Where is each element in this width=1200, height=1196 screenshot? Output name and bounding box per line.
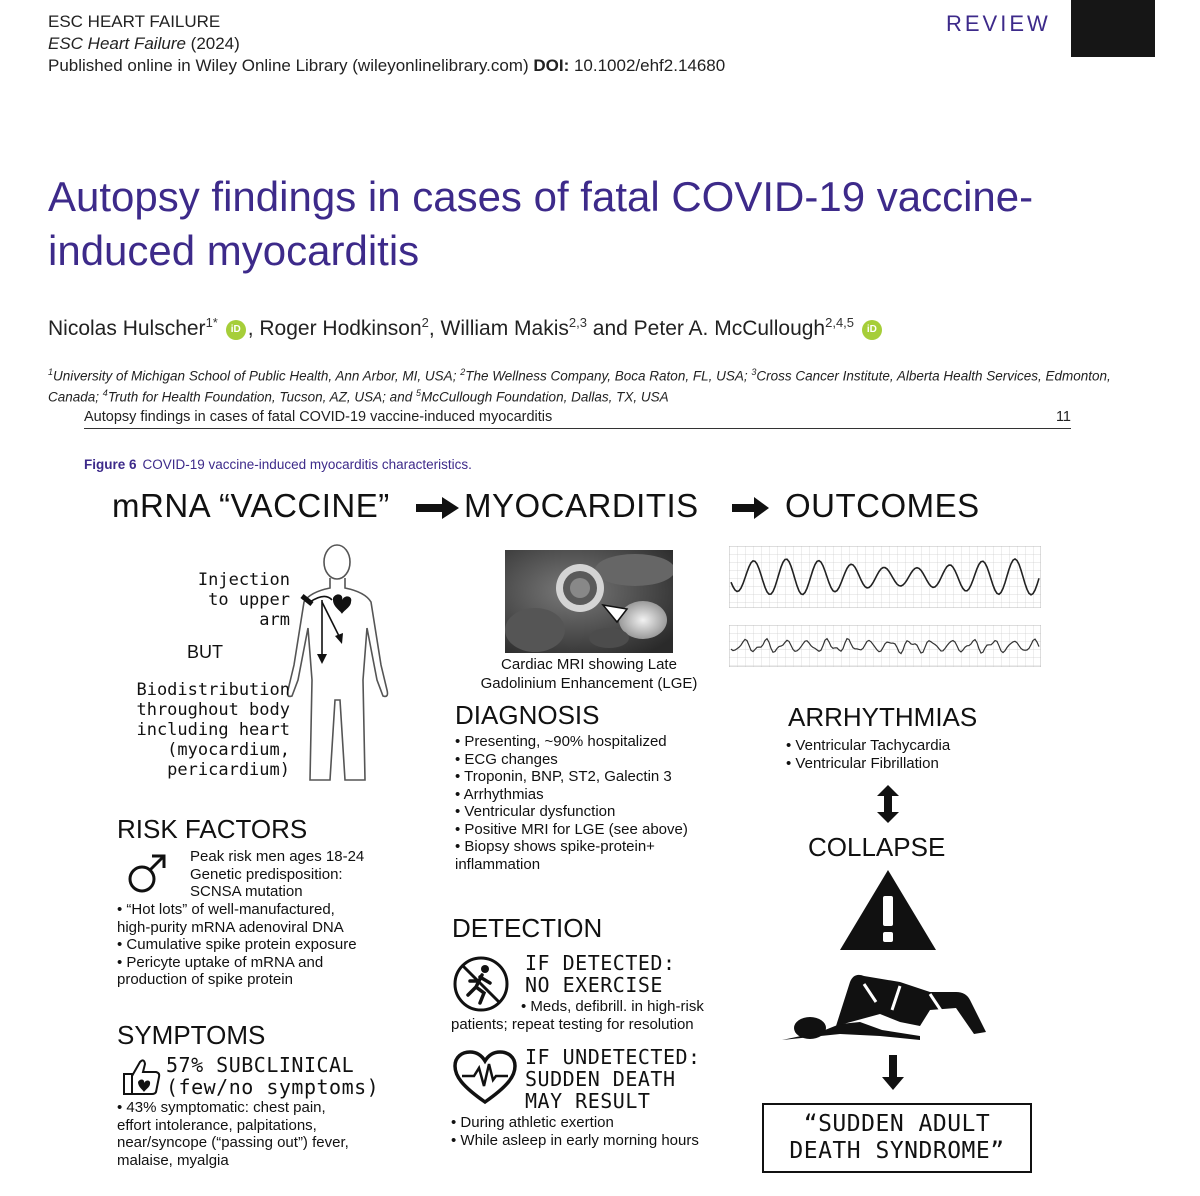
detected-line: IF DETECTED: [525, 951, 676, 975]
arrhythmia-item: • Ventricular Tachycardia [786, 737, 951, 754]
diagnosis-item: • Arrhythmias [455, 785, 544, 803]
sads-line: “SUDDEN ADULT [803, 1111, 991, 1137]
biodistribution-line: (myocardium, [167, 740, 290, 760]
arrow-down-icon [881, 1055, 905, 1091]
detection-title: DETECTION [452, 913, 603, 943]
affiliation-text: Truth for Health Foundation, Tucson, AZ, USA; and [107, 389, 416, 404]
detected-note-line: patients; repeat testing for resolution [451, 1015, 694, 1033]
affiliation-sup: 4 [102, 387, 108, 398]
diagnosis-item: • Presenting, ~90% hospitalized [455, 733, 667, 750]
injection-line: Injection [197, 570, 290, 590]
diagnosis-item: • Biopsy shows spike-protein+ [455, 838, 655, 855]
mri-caption [455, 655, 723, 693]
arrhythmia-list [786, 737, 950, 772]
sads-box [762, 1103, 1032, 1173]
author-name[interactable]: Peter A. McCullough [633, 317, 826, 340]
warning-triangle-icon [838, 868, 938, 952]
figure-label: Figure 6 [84, 457, 137, 472]
subclinical-text [166, 1054, 379, 1098]
affiliation-sup: 5 [415, 387, 421, 398]
symptoms-title: SYMPTOMS [117, 1020, 266, 1050]
undetected-text [525, 1046, 701, 1112]
risk-bullet: • Cumulative spike protein exposure [117, 936, 357, 953]
subclinical-line: (few/no symptoms) [166, 1075, 380, 1099]
affiliation-sup: 1 [48, 367, 54, 377]
heart-pulse-icon [452, 1050, 518, 1106]
biodistribution-line: pericardium) [167, 760, 290, 780]
double-arrow-icon [876, 785, 900, 823]
cardiac-mri-image [505, 550, 673, 653]
affiliation-text: University of Michigan School of Public Health, Ann Arbor, MI, USA; [53, 368, 461, 384]
injection-line: arm [259, 610, 290, 630]
diagnosis-item: • Troponin, BNP, ST2, Galectin 3 [455, 768, 672, 785]
arrhythmias-title: ARRHYTHMIAS [788, 702, 978, 732]
diagnosis-item: • ECG changes [455, 750, 558, 768]
detected-note-line: • Meds, defibrill. in high-risk [521, 998, 704, 1015]
risk-bullet: • “Hot lots” of well-manufactured, [117, 901, 335, 918]
mri-caption-line: Cardiac MRI showing Late [501, 656, 677, 673]
affiliations [48, 364, 1148, 405]
affiliation-text: Cross Cancer Institute, Alberta Health Services, Edmonton, Canada; [48, 368, 1111, 404]
orcid-icon[interactable]: iD [226, 320, 246, 340]
detected-note [451, 998, 704, 1033]
collapsed-person-icon [780, 962, 996, 1042]
symptom-bullet: • 43% symptomatic: chest pain, [117, 1099, 326, 1116]
figure-caption-text: COVID-19 vaccine-induced myocarditis characteristics. [142, 457, 472, 472]
diagnosis-list [455, 733, 688, 873]
author-affiliation-sup: 2,4,5 [825, 315, 855, 330]
author-affiliation-sup: 1* [205, 315, 218, 330]
symptom-bullet: malaise, myalgia [117, 1151, 229, 1169]
biodistribution-line: Biodistribution [136, 680, 290, 700]
author-list [48, 315, 884, 341]
undetected-note [451, 1114, 699, 1149]
arrhythmia-item: • Ventricular Fibrillation [786, 754, 939, 772]
doi-label: DOI: [533, 56, 570, 75]
journal-italic: ESC Heart Failure [48, 34, 186, 53]
symptom-bullet: effort intolerance, palpitations, [117, 1116, 317, 1134]
article-title: Autopsy findings in cases of fatal COVID-19 vaccine-induced myocarditis [48, 173, 1034, 274]
journal-year: (2024) [185, 34, 240, 53]
author-affiliation-sup: 2,3 [568, 315, 587, 330]
diagnosis-title: DIAGNOSIS [455, 700, 600, 730]
affiliation-sup: 2 [460, 367, 466, 377]
section-label: REVIEW [946, 11, 1051, 36]
undetected-note-line: • During athletic exertion [451, 1114, 614, 1131]
figure-caption [84, 457, 472, 472]
risk-bullet: production of spike protein [117, 971, 293, 988]
author-name[interactable]: Roger Hodkinson [259, 317, 422, 340]
biodistribution-text [110, 680, 290, 780]
author-separator: , [247, 317, 260, 340]
human-body-icon [280, 540, 395, 785]
undetected-note-line: • While asleep in early morning hours [451, 1131, 699, 1149]
subclinical-line: 57% SUBCLINICAL [166, 1053, 355, 1077]
page-number: 11 [1055, 409, 1071, 425]
injection-line: to upper [208, 590, 290, 610]
injection-text [160, 570, 290, 630]
undetected-line: IF UNDETECTED: [525, 1045, 701, 1069]
ecg-ventricular-fibrillation [729, 625, 1041, 667]
diagnosis-item: • Ventricular dysfunction [455, 803, 616, 820]
header-vaccine: mRNA “VACCINE” [112, 487, 390, 524]
risk-line: Peak risk men ages 18-24 [190, 848, 365, 865]
publication-text: Published online in Wiley Online Library (wileyonlinelibrary.com) [48, 56, 534, 75]
undetected-line: SUDDEN DEATH [525, 1067, 676, 1091]
header-tab [1071, 0, 1155, 57]
journal-citation [48, 33, 240, 55]
symptom-bullets [117, 1099, 349, 1169]
undetected-line: MAY RESULT [525, 1089, 651, 1113]
arrow-right-icon [732, 496, 770, 520]
but-text: BUT [187, 642, 223, 662]
symptom-bullet: near/syncope (“passing out”) fever, [117, 1134, 349, 1151]
affiliation-text: McCullough Foundation, Dallas, TX, USA [420, 389, 669, 404]
arrow-right-icon [416, 496, 460, 520]
risk-bullet: high-purity mRNA adenoviral DNA [117, 918, 344, 936]
publication-line [48, 55, 725, 77]
journal-name: ESC HEART FAILURE [48, 12, 221, 31]
doi-value[interactable]: 10.1002/ehf2.14680 [569, 56, 726, 75]
detected-line: NO EXERCISE [525, 973, 663, 997]
orcid-icon[interactable]: iD [862, 320, 882, 340]
thumbs-up-heart-icon [118, 1054, 164, 1098]
sads-line: DEATH SYNDROME” [789, 1138, 1005, 1164]
risk-male-lines [190, 848, 364, 901]
detected-text [525, 952, 676, 996]
mri-caption-line: Gadolinium Enhancement (LGE) [480, 675, 698, 692]
male-symbol-icon [127, 852, 167, 894]
risk-bullet: • Pericyte uptake of mRNA and [117, 953, 324, 971]
author-separator: and [586, 317, 634, 340]
collapse-title: COLLAPSE [808, 832, 946, 862]
header-outcomes: OUTCOMES [785, 487, 980, 524]
risk-bullets [117, 901, 357, 989]
diagnosis-item: • Positive MRI for LGE (see above) [455, 820, 688, 838]
header-myocarditis: MYOCARDITIS [464, 487, 699, 524]
risk-factors-title: RISK FACTORS [117, 814, 308, 844]
biodistribution-line: including heart [136, 720, 290, 740]
affiliation-sup: 3 [751, 367, 757, 377]
author-affiliation-sup: 2 [421, 315, 429, 330]
author-name[interactable]: Nicolas Hulscher [48, 317, 206, 340]
running-head-title: Autopsy findings in cases of fatal COVID-19 vaccine-induced myocarditis [84, 409, 553, 425]
running-head [84, 409, 1071, 429]
ecg-ventricular-tachycardia [729, 546, 1041, 608]
author-separator: , [428, 317, 441, 340]
author-name[interactable]: William Makis [440, 317, 569, 340]
risk-line: SCNSA mutation [190, 883, 303, 900]
diagnosis-item: inflammation [455, 855, 541, 873]
risk-line: Genetic predisposition: [190, 865, 343, 883]
affiliation-text: The Wellness Company, Boca Raton, FL, USA; [465, 368, 752, 384]
biodistribution-line: throughout body [136, 700, 290, 720]
